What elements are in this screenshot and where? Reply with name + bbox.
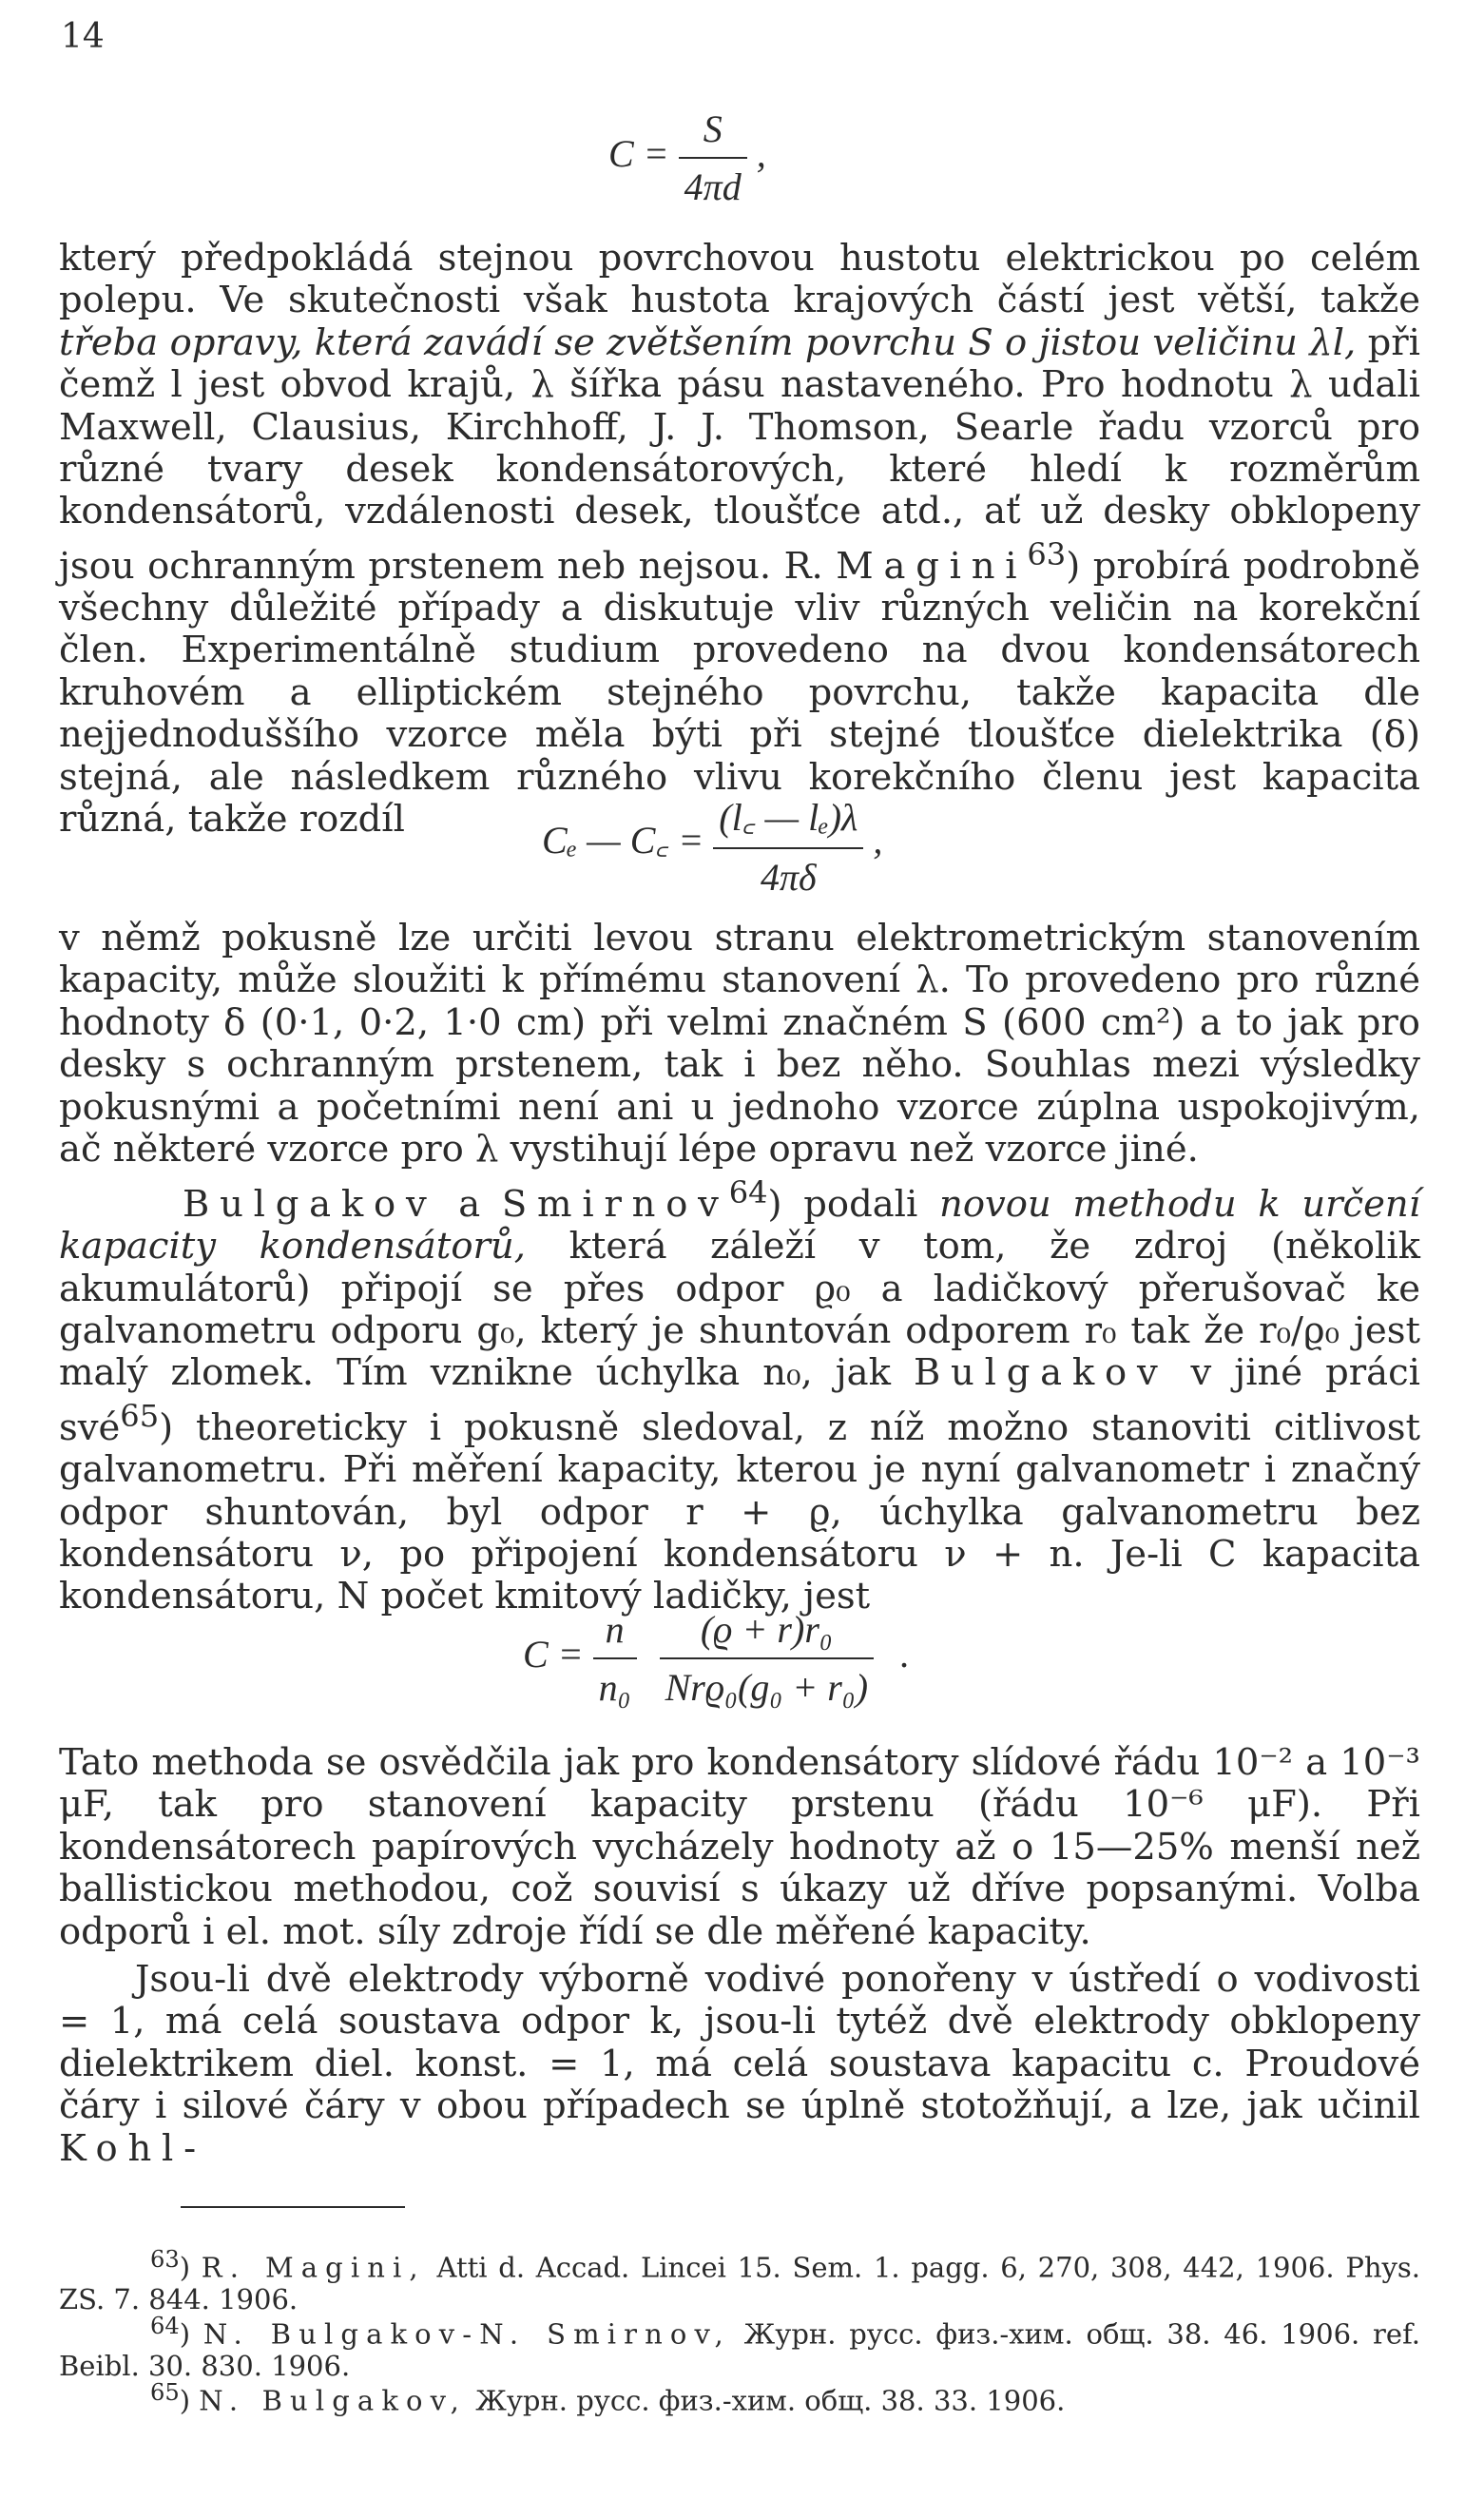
formula-lhs: Cₑ — C꜀ = [542,819,704,862]
formula-denominator: 4πd [679,157,747,209]
formula-numerator: n [605,1608,625,1651]
footnote-text: Журн. русс. физ.-хим. общ. 38. 33. 1906. [475,2384,1066,2417]
footnote-ref: 65 [120,1397,160,1434]
footnote-author: N. Bulgakov-N. Smirnov, [202,2317,731,2351]
footnote-mark: 63 [150,2246,180,2273]
paragraph-text: v němž pokusně lze určiti levou stranu elektrometrickým stanovením kapacity, může sloužiti k přímému stanovení λ. To provedeno pro různé hodnoty δ (0·1, 0·2, 1·0 cm) při velmi značném S (600 cm²) a to jak pro desky s ochranným prstenem, tak i bez něho. Souhlas mezi výsledky pokusnými a početními není ani u jednoho vzorce zúplna uspokojivým, ač některé vzorce pro λ vystihují lépe opravu než vzorce jiné. [59,917,1420,1172]
paragraph-text: který předpokládá stejnou povrchovou hustotu elektrickou po celém polepu. Ve skutečnosti však hustota krajových částí jest větší, takže [59,237,1420,322]
footnote-author: R. Magini, [201,2251,426,2284]
footnote-separator [181,2206,405,2208]
footnote-ref: 63 [1027,535,1067,572]
paragraph-text: ) theoreticky i pokusně sledoval, z níž možno stanoviti citlivost galvanometru. Při měření kapacity, kterou je nyní galvanometr i značný odpor shuntován, byl odpor r + ϱ, úchylka galvanometru bez kondensátoru ν, po připojení kondensátoru ν + n. Je-li C kapacita kondensátoru, N počet kmitový ladičky, jest [59,1405,1420,1618]
footnote-64: $^{64}$) N. Bulgakov-N. Smirnov, Журн. русс. физ.-хим. общ. 38. 46. 1906. ref. Beibl. 30. 830. 1906. [59,2313,1421,2382]
formula-fraction [713,789,863,900]
formula-tail: , [756,132,766,176]
formula-numerator: S [703,107,723,150]
paragraph-text: která záleží v tom, že zdroj (několik akumulátorů) připojí se přes odpor ϱ₀ a ladičkový přerušovač ke galvanometru odporu g₀, který je shuntován odporem r₀ tak že r₀/ϱ₀ jest malý zlomek. Tím vznikne úchylka n₀, jak [59,1225,1421,1395]
paragraph-text: v jiné práci své [59,1351,1420,1449]
formula-denominator: Nrϱ₀(g₀ + r₀) [660,1657,874,1710]
paragraph-emphasis: novou methodu k určení kapacity kondensátorů, [59,1182,1421,1269]
paragraph-1 [59,238,1420,842]
paragraph-text: Jsou-li dvě elektrody výborně vodivé ponořeny v ústředí o vodivosti = 1, má celá soustava odpor k, jsou-li tytéž dvě elektrody obklopeny dielektrikem diel. konst. = 1, má celá soustava kapacitu c. Proudové čáry i silové čáry v obou případech se úplně stotožňují, a lze, jak učinil [59,1958,1420,2128]
paragraph-text: ) probírá podrobně všechny důležité případy a diskutuje vliv různých veličin na korekční člen. Experimentálně studium provedeno na dvou kondensátorech kruhovém a elliptickém stejného povrchu, takže kapacita dle nejjednoduššího vzorce měla býti při stejné tloušťce dielektrika (δ) stejná, ale následkem různého vlivu korekčního členu jest kapacita různá, takže rozdíl [59,544,1420,842]
footnote-text: Atti d. Accad. Lincei 15. Sem. 1. pagg. 6, 270, 308, 442, 1906. Phys. ZS. 7. 844. 1906. [59,2251,1420,2315]
footnote-mark: 64 [150,2313,180,2339]
formula-numerator: (ϱ + r)r₀ [700,1608,833,1651]
formula-fraction-2 [660,1607,874,1710]
formula-tail: , [873,819,883,862]
paragraph-2 [59,918,1420,1171]
footnote-65: $^{65}$) N. Bulgakov, Журн. русс. физ.-хим. общ. 38. 33. 1906. [150,2379,1066,2417]
formula-lhs: C = [608,132,669,176]
paragraph-4 [59,1742,1420,1953]
footnote-author: N. Bulgakov, [199,2384,468,2417]
paragraph-emphasis: třeba opravy, která zavádí se zvětšením povrchu S o jistou veličinu λl, [59,320,1357,364]
paragraph-text: při čemž l jest obvod krajů, λ šířka pásu nastaveného. Pro hodnotu λ udali Maxwell, Clausius, Kirchhoff, J. J. Thomson, Searle řadu vzorců pro různé tvary desek kondensátorových, které hledí k rozměrům kondensátorů, vzdálenosti desek, tloušťce atd., ať už desky obklopeny jsou ochranným prstenem neb nejsou. R. [59,320,1420,588]
formula-difference [542,789,882,900]
formula-fraction [679,107,747,209]
author-name: Kohl- [59,2126,206,2170]
paragraph-3 [59,1172,1420,1618]
formula-numerator: (l꜀ — lₑ)λ [719,796,858,839]
formula-denominator: n₀ [593,1657,637,1710]
paragraph-text: Tato methoda se osvědčila jak pro kondensátory slídové řádu 10⁻² a 10⁻³ μF, tak pro stanovení kapacity prstenu (řádu 10⁻⁶ μF). Při kondensátorech papírových vycházely hodnoty až o 15—25% menší než ballistickou methodou, což souvisí s úkazy už dříve popsanými. Volba odporů i el. mot. síly zdroje řídí se dle měřené kapacity. [59,1741,1420,1953]
author-name: Magini [836,544,1028,588]
footnote-ref: 64 [728,1174,768,1211]
formula-capacity [608,107,766,209]
page-number: 14 [61,17,105,56]
paragraph-5 [59,1959,1420,2170]
author-name: Bulgakov [913,1351,1168,1395]
author-name: Smirnov [501,1182,729,1226]
formula-methoda [523,1607,910,1710]
formula-tail: . [900,1633,911,1676]
footnote-text: Журн. русс. физ.-хим. общ. 38. 46. 1906. ref. Beibl. 30. 830. 1906. [59,2317,1421,2382]
paragraph-text: ) podali [767,1182,918,1226]
formula-lhs: C = [523,1633,584,1676]
footnote-mark: 65 [150,2379,180,2406]
author-name: Bulgakov [183,1182,437,1226]
formula-fraction-1 [593,1607,637,1710]
footnote-63: $^{63}$) R. Magini, Atti d. Accad. Lincei 15. Sem. 1. pagg. 6, 270, 308, 442, 1906. Phys. ZS. 7. 844. 1906. [59,2246,1420,2315]
paragraph-text: a [458,1182,481,1226]
formula-denominator: 4πδ [713,847,863,900]
